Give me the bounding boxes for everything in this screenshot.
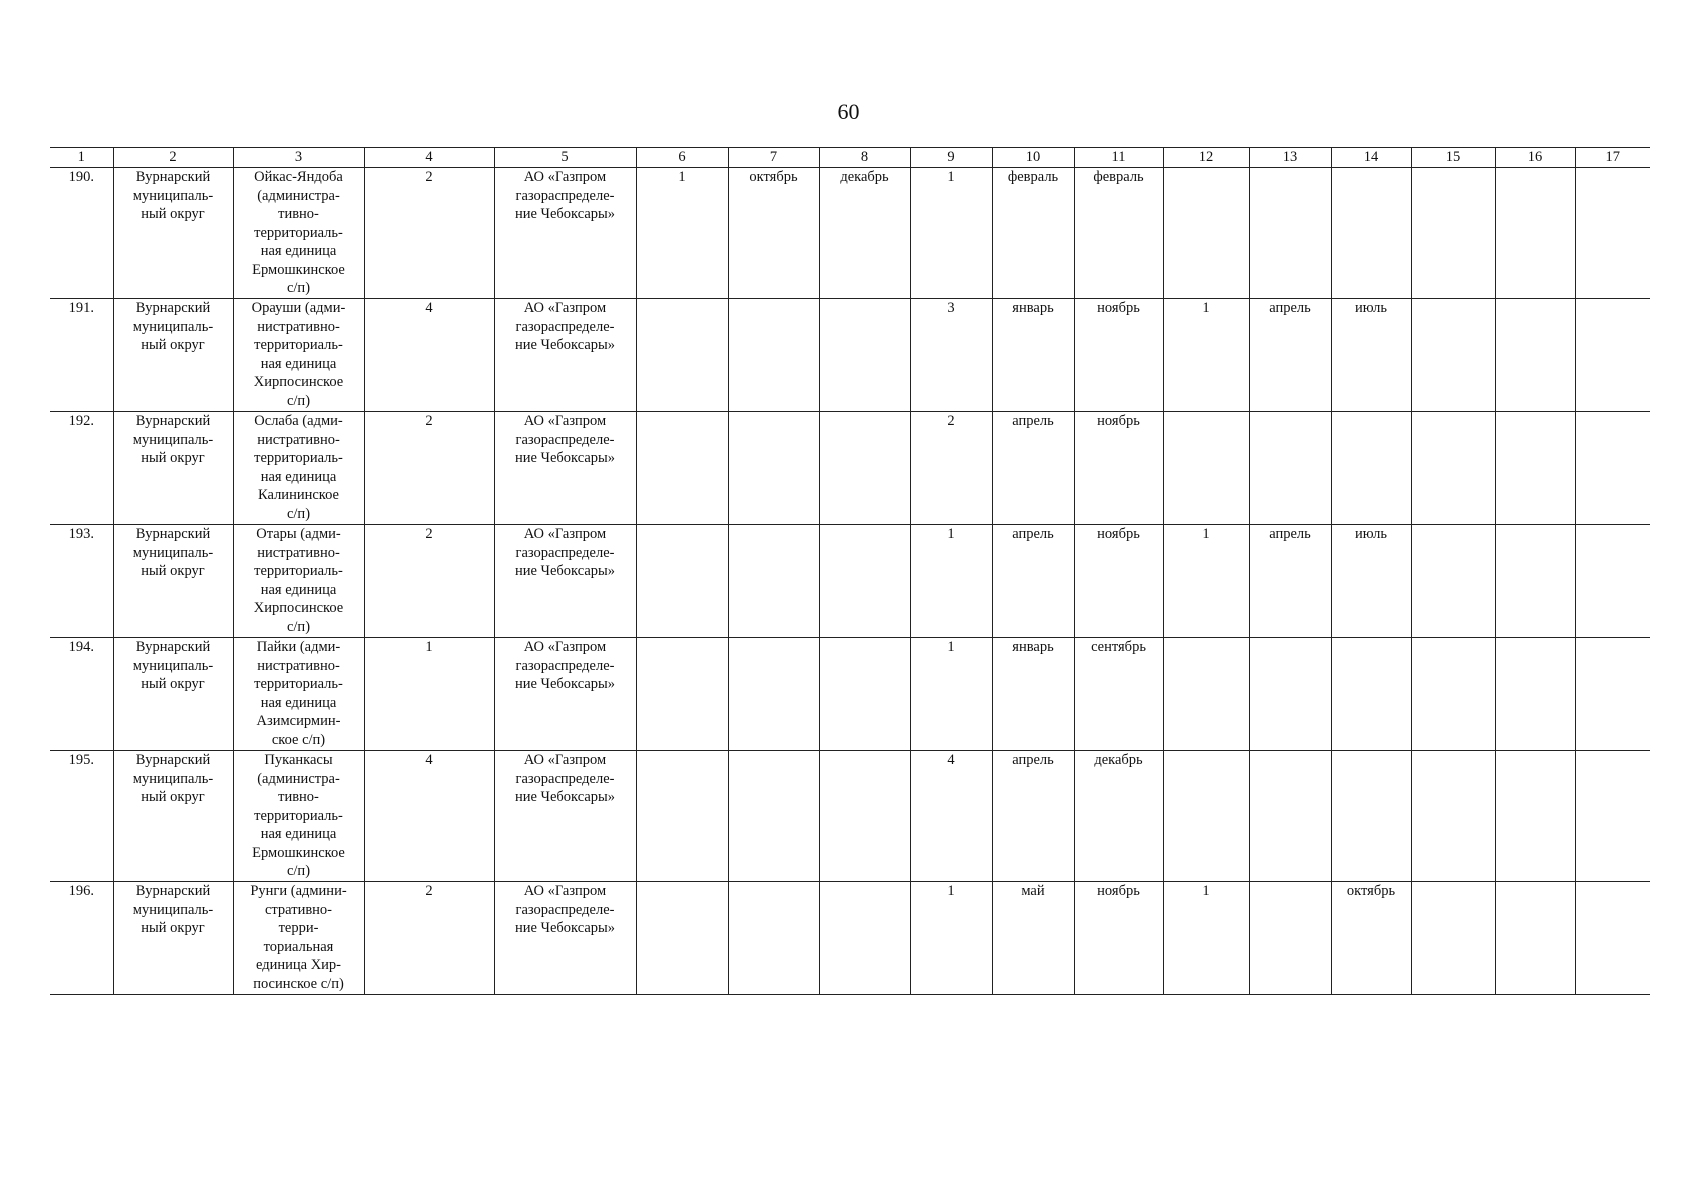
district-cell: Вурнарский муниципаль- ный округ: [113, 638, 233, 751]
col16-cell: [1495, 751, 1575, 882]
col6-cell: [636, 525, 728, 638]
col6-cell: [636, 882, 728, 995]
col17-cell: [1575, 882, 1650, 995]
col17-cell: [1575, 751, 1650, 882]
table-row: [50, 412, 1650, 525]
organization-cell: АО «Газпром газораспределе- ние Чебоксары»: [494, 882, 636, 995]
column-header: 7: [728, 148, 819, 168]
column-header: 15: [1411, 148, 1495, 168]
col12-cell: [1163, 412, 1249, 525]
table-row: [50, 751, 1650, 882]
col12-cell: [1163, 751, 1249, 882]
col13-cell: апрель: [1249, 299, 1331, 412]
col9-cell: 1: [910, 168, 992, 299]
col13-cell: [1249, 412, 1331, 525]
col16-cell: [1495, 168, 1575, 299]
page-number: 60: [837, 99, 860, 124]
table-row: [50, 638, 1650, 751]
col13-cell: [1249, 638, 1331, 751]
col15-cell: [1411, 882, 1495, 995]
col14-cell: [1331, 638, 1411, 751]
col6-cell: [636, 638, 728, 751]
col15-cell: [1411, 525, 1495, 638]
row-number: 196.: [50, 882, 113, 995]
column-header: 16: [1495, 148, 1575, 168]
count-cell: 4: [364, 299, 494, 412]
column-header: 10: [992, 148, 1074, 168]
col16-cell: [1495, 299, 1575, 412]
col16-cell: [1495, 638, 1575, 751]
col10-cell: январь: [992, 638, 1074, 751]
col6-cell: [636, 751, 728, 882]
count-cell: 2: [364, 882, 494, 995]
data-table: [50, 147, 1650, 995]
col7-cell: [728, 751, 819, 882]
count-cell: 2: [364, 168, 494, 299]
col15-cell: [1411, 299, 1495, 412]
row-number: 190.: [50, 168, 113, 299]
col11-cell: сентябрь: [1074, 638, 1163, 751]
row-number: 191.: [50, 299, 113, 412]
col13-cell: [1249, 168, 1331, 299]
col15-cell: [1411, 751, 1495, 882]
settlement-cell: Ослаба (адми- нистративно- территориаль- ная единица Калининское с/п): [233, 412, 364, 525]
col17-cell: [1575, 638, 1650, 751]
settlement-cell: Отары (адми- нистративно- территориаль- ная единица Хирпосинское с/п): [233, 525, 364, 638]
table-row: [50, 525, 1650, 638]
col9-cell: 1: [910, 638, 992, 751]
col14-cell: июль: [1331, 525, 1411, 638]
organization-cell: АО «Газпром газораспределе- ние Чебоксары»: [494, 638, 636, 751]
column-header: 1: [50, 148, 113, 168]
table-row: [50, 882, 1650, 995]
column-header: 2: [113, 148, 233, 168]
col16-cell: [1495, 525, 1575, 638]
col15-cell: [1411, 168, 1495, 299]
col12-cell: [1163, 168, 1249, 299]
col12-cell: 1: [1163, 299, 1249, 412]
column-header: 5: [494, 148, 636, 168]
organization-cell: АО «Газпром газораспределе- ние Чебоксары»: [494, 168, 636, 299]
column-header: 3: [233, 148, 364, 168]
column-header: 13: [1249, 148, 1331, 168]
col10-cell: январь: [992, 299, 1074, 412]
col10-cell: апрель: [992, 525, 1074, 638]
count-cell: 2: [364, 525, 494, 638]
col11-cell: ноябрь: [1074, 412, 1163, 525]
column-header: 9: [910, 148, 992, 168]
col17-cell: [1575, 412, 1650, 525]
col17-cell: [1575, 168, 1650, 299]
col10-cell: апрель: [992, 412, 1074, 525]
col17-cell: [1575, 525, 1650, 638]
col7-cell: [728, 299, 819, 412]
col9-cell: 2: [910, 412, 992, 525]
col12-cell: 1: [1163, 525, 1249, 638]
col9-cell: 3: [910, 299, 992, 412]
col8-cell: [819, 882, 910, 995]
column-header: 6: [636, 148, 728, 168]
col7-cell: [728, 525, 819, 638]
col13-cell: апрель: [1249, 525, 1331, 638]
settlement-cell: Ойкас-Яндоба (администра- тивно- территориаль- ная единица Ермошкинское с/п): [233, 168, 364, 299]
col10-cell: май: [992, 882, 1074, 995]
column-header: 8: [819, 148, 910, 168]
col7-cell: октябрь: [728, 168, 819, 299]
column-header: 4: [364, 148, 494, 168]
district-cell: Вурнарский муниципаль- ный округ: [113, 412, 233, 525]
row-number: 192.: [50, 412, 113, 525]
col12-cell: [1163, 638, 1249, 751]
count-cell: 4: [364, 751, 494, 882]
col15-cell: [1411, 412, 1495, 525]
organization-cell: АО «Газпром газораспределе- ние Чебоксары»: [494, 751, 636, 882]
col8-cell: [819, 412, 910, 525]
column-number-row: [50, 148, 1650, 168]
col8-cell: [819, 638, 910, 751]
district-cell: Вурнарский муниципаль- ный округ: [113, 168, 233, 299]
district-cell: Вурнарский муниципаль- ный округ: [113, 525, 233, 638]
col7-cell: [728, 638, 819, 751]
col11-cell: февраль: [1074, 168, 1163, 299]
district-cell: Вурнарский муниципаль- ный округ: [113, 299, 233, 412]
col8-cell: [819, 299, 910, 412]
col14-cell: июль: [1331, 299, 1411, 412]
column-header: 14: [1331, 148, 1411, 168]
col10-cell: февраль: [992, 168, 1074, 299]
col13-cell: [1249, 751, 1331, 882]
table-row: [50, 299, 1650, 412]
col6-cell: [636, 299, 728, 412]
organization-cell: АО «Газпром газораспределе- ние Чебоксары»: [494, 412, 636, 525]
organization-cell: АО «Газпром газораспределе- ние Чебоксары»: [494, 299, 636, 412]
count-cell: 1: [364, 638, 494, 751]
settlement-cell: Пайки (адми- нистративно- территориаль- ная единица Азимсирмин- ское с/п): [233, 638, 364, 751]
count-cell: 2: [364, 412, 494, 525]
col11-cell: декабрь: [1074, 751, 1163, 882]
col8-cell: [819, 525, 910, 638]
col8-cell: декабрь: [819, 168, 910, 299]
col11-cell: ноябрь: [1074, 299, 1163, 412]
column-header: 11: [1074, 148, 1163, 168]
settlement-cell: Рунги (админи- стративно- терри- ториальная единица Хир- посинское с/п): [233, 882, 364, 995]
col14-cell: октябрь: [1331, 882, 1411, 995]
row-number: 194.: [50, 638, 113, 751]
col17-cell: [1575, 299, 1650, 412]
organization-cell: АО «Газпром газораспределе- ние Чебоксары»: [494, 525, 636, 638]
col9-cell: 1: [910, 882, 992, 995]
col11-cell: ноябрь: [1074, 525, 1163, 638]
row-number: 193.: [50, 525, 113, 638]
col12-cell: 1: [1163, 882, 1249, 995]
settlement-cell: Орауши (адми- нистративно- территориаль- ная единица Хирпосинское с/п): [233, 299, 364, 412]
col9-cell: 4: [910, 751, 992, 882]
col10-cell: апрель: [992, 751, 1074, 882]
column-header: 17: [1575, 148, 1650, 168]
col8-cell: [819, 751, 910, 882]
table-body: [50, 168, 1650, 995]
col6-cell: 1: [636, 168, 728, 299]
settlement-cell: Пуканкасы (администра- тивно- территориаль- ная единица Ермошкинское с/п): [233, 751, 364, 882]
district-cell: Вурнарский муниципаль- ный округ: [113, 751, 233, 882]
col6-cell: [636, 412, 728, 525]
column-header: 12: [1163, 148, 1249, 168]
col7-cell: [728, 882, 819, 995]
district-cell: Вурнарский муниципаль- ный округ: [113, 882, 233, 995]
col7-cell: [728, 412, 819, 525]
col14-cell: [1331, 751, 1411, 882]
col16-cell: [1495, 412, 1575, 525]
row-number: 195.: [50, 751, 113, 882]
col13-cell: [1249, 882, 1331, 995]
col14-cell: [1331, 412, 1411, 525]
col16-cell: [1495, 882, 1575, 995]
col14-cell: [1331, 168, 1411, 299]
col15-cell: [1411, 638, 1495, 751]
col9-cell: 1: [910, 525, 992, 638]
table-row: [50, 168, 1650, 299]
col11-cell: ноябрь: [1074, 882, 1163, 995]
